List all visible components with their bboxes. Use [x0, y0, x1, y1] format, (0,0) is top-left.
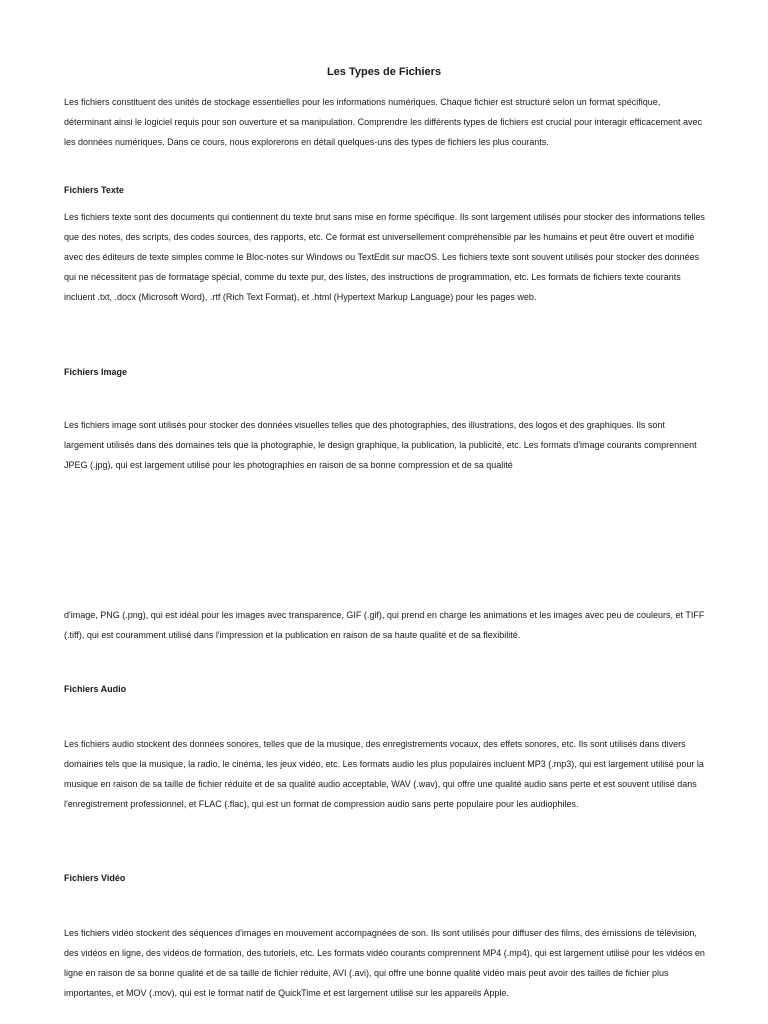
section-paragraph-image-part1: Les fichiers image sont utilisés pour stocker des données visuelles telles que des photographies, des illustrations, des logos et des graphiques. Ils sont largement utilisés dans des domaines tels que la photographie, le design graphique, la publication, la publicité, etc. Les formats d'image courants comprennent JPEG (.jpg), qui est largement utilisé pour les photographies en raison de sa bonne compression et de sa qualité: [64, 420, 697, 470]
section-heading-image: Fichiers Image: [64, 367, 128, 377]
section-paragraph-video: Les fichiers vidéo stockent des séquences d'images en mouvement accompagnées de son. Ils sont utilisés pour diffuser des films, des émissions de télévision, des vidéos en ligne, des vidéos de formation, des tutoriels, etc. Les formats vidéo courants comprennent MP4 (.mp4), qui est largement utilisé pour les vidéos en ligne en raison de sa bonne qualité et de sa taille de fichier réduite, AVI (.avi), qui offre une bonne qualité vidéo mais peut avoir des tailles de fichier plus importantes, et MOV (.mov), qui est le format natif de QuickTime et est largement utilisé sur les appareils Apple.: [64, 928, 705, 998]
section-paragraph-audio: Les fichiers audio stockent des données sonores, telles que de la musique, des enregistrements vocaux, des effets sonores, etc. Ils sont utilisés dans divers domaines tels que la musique, la radio, le cinéma, les jeux vidéo, etc. Les formats audio les plus populaires incluent MP3 (.mp3), qui est largement utilisé pour la musique en raison de sa taille de fichier réduite et de sa qualité audio acceptable, WAV (.wav), qui offre une qualité audio sans perte et est souvent utilisé dans l'enregistrement professionnel, et FLAC (.flac), qui est un format de compression audio sans perte populaire pour les audiophiles.: [64, 739, 704, 809]
section-paragraph-image-part2: d'image, PNG (.png), qui est idéal pour les images avec transparence, GIF (.gif), qui prend en charge les animations et les images avec peu de couleurs, et TIFF (.tiff), qui est couramment utilisé dans l'impression et la publication en raison de sa haute qualité et de sa flexibilité.: [64, 610, 705, 640]
section-heading-video: Fichiers Vidéo: [64, 873, 126, 883]
section-heading-audio: Fichiers Audio: [64, 684, 127, 694]
intro-paragraph: Les fichiers constituent des unités de stockage essentielles pour les informations numériques. Chaque fichier est structuré selon un format spécifique, déterminant ainsi le logiciel requis pour son ouverture et sa manipulation. Comprendre les différents types de fichiers est crucial pour interagir efficacement avec les données numériques. Dans ce cours, nous explorerons en détail quelques-uns des types de fichiers les plus courants.: [64, 97, 702, 147]
document-title: Les Types de Fichiers: [326, 66, 442, 78]
section-heading-texte: Fichiers Texte: [64, 185, 124, 195]
section-paragraph-texte: Les fichiers texte sont des documents qui contiennent du texte brut sans mise en forme spécifique. Ils sont largement utilisés pour stocker des informations telles que des notes, des scripts, des codes sources, des rapports, etc. Ce format est universellement compréhensible par les humains et peut être ouvert et modifié avec des éditeurs de texte simples comme le Bloc-notes sur Windows ou TextEdit sur macOS. Les fichiers texte sont souvent utilisés pour stocker des données qui ne nécessitent pas de formatage spécial, comme du texte pur, des listes, des instructions de programmation, etc. Les formats de fichiers texte courants incluent .txt, .docx (Microsoft Word), .rtf (Rich Text Format), et .html (Hypertext Markup Language) pour les pages web.: [64, 212, 705, 302]
